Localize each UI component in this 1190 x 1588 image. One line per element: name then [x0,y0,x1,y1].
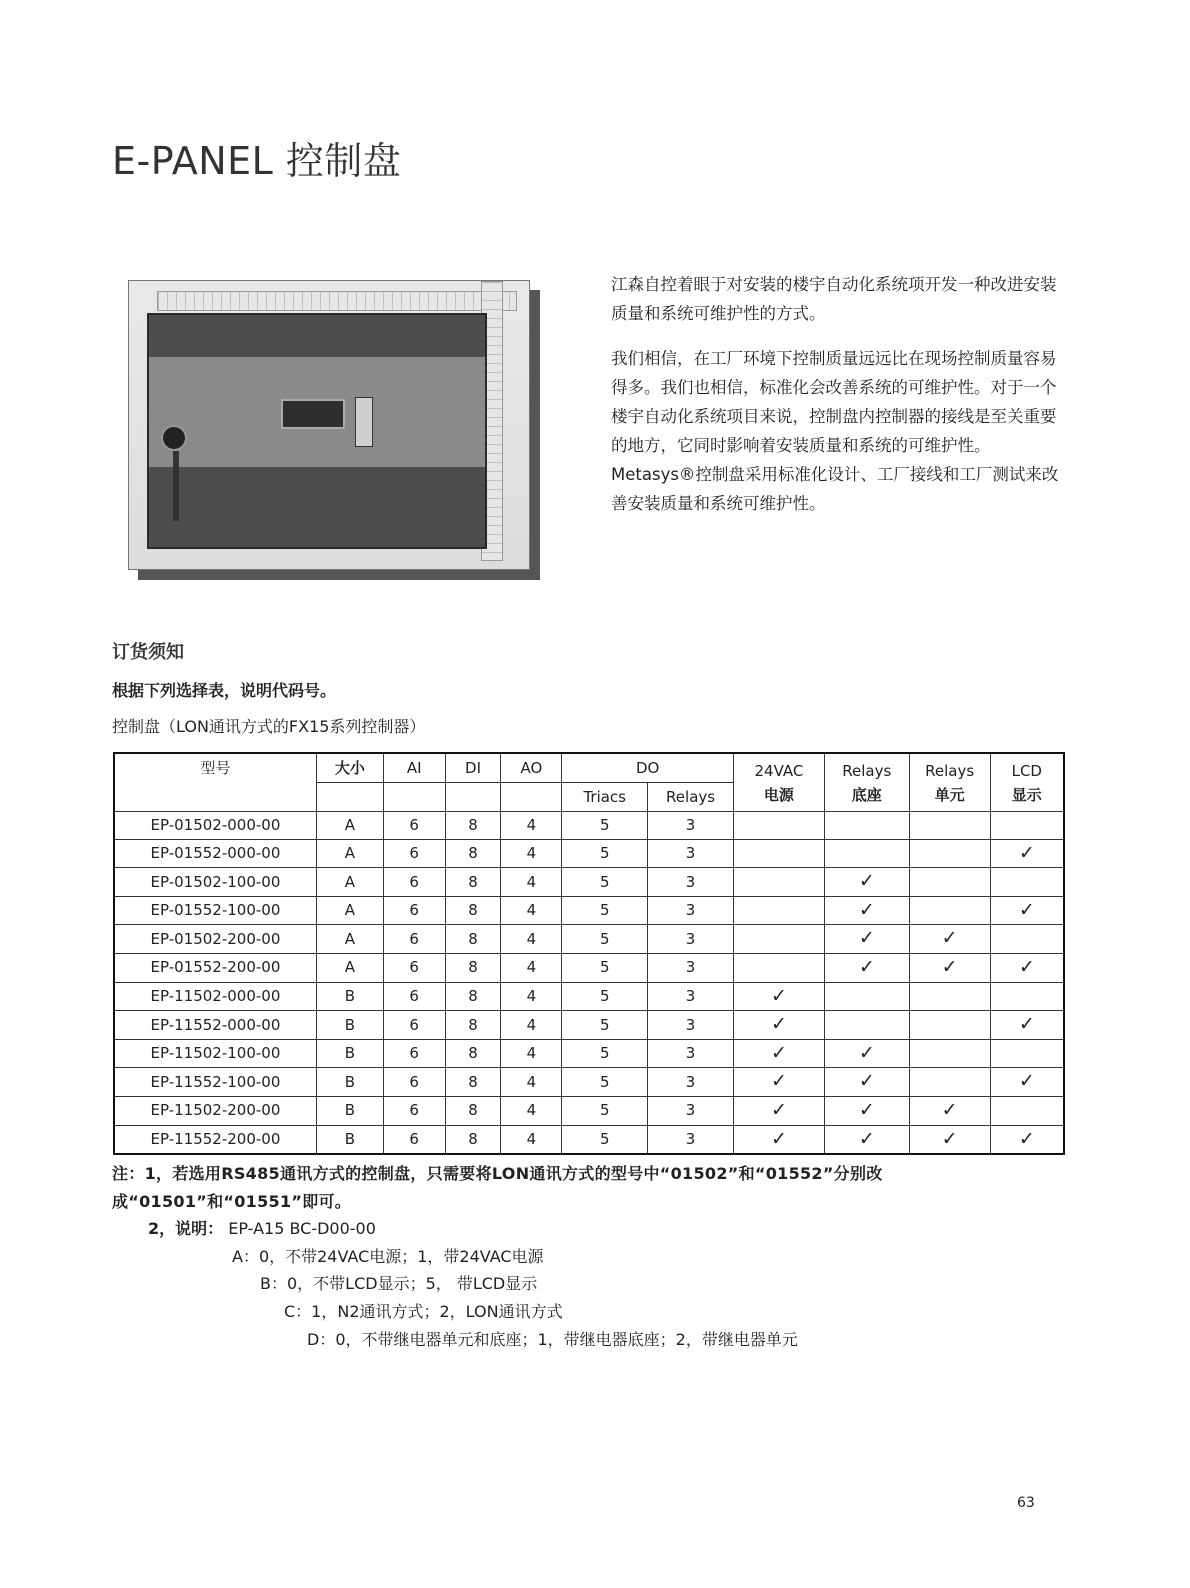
check-icon: ✓ [858,955,875,978]
cell-base [824,982,909,1011]
table-row [114,839,1064,868]
cell-ao: 4 [501,1011,562,1040]
cell-base [824,1039,909,1068]
header-triacs: Triacs [562,783,648,812]
note-1: 注：1，若选用RS485通讯方式的控制盘，只需要将LON通讯方式的型号中“01502”和“01552”分别改成“01501”和“01551”即可。 [112,1164,883,1211]
cell-lcd [990,1096,1064,1125]
cell-lcd [990,839,1064,868]
cell-lcd [990,1068,1064,1097]
cell-base [824,1096,909,1125]
table-row [114,982,1064,1011]
table-row [114,1125,1064,1154]
table-row [114,953,1064,982]
cell-relays: 3 [648,1096,734,1125]
cell-size: B [316,1011,383,1040]
cell-unit [909,1096,990,1125]
header-lcd-line2: 显示 [1011,785,1042,804]
cell-lcd [990,868,1064,897]
check-icon: ✓ [770,1127,787,1150]
check-icon: ✓ [770,1070,787,1093]
cell-lcd [990,953,1064,982]
cell-ao: 4 [501,1068,562,1097]
cell-ai: 6 [383,982,445,1011]
table-body [114,812,1064,1155]
header-relay-base [824,753,909,812]
header-empty-cell [501,783,562,812]
header-lcd [990,753,1064,812]
header-ao: AO [501,753,562,783]
note-2-label: 2，说明： [148,1219,224,1238]
cell-base [824,896,909,925]
cell-relays: 3 [648,1039,734,1068]
cell-triacs: 5 [562,812,648,840]
cell-power [734,1125,825,1154]
header-relay-base-line1: Relays [842,761,892,780]
cell-di: 8 [445,1096,501,1125]
cell-base [824,925,909,954]
cell-size: A [316,868,383,897]
cell-ai: 6 [383,1068,445,1097]
cell-ao: 4 [501,812,562,840]
table-row [114,868,1064,897]
cell-relays: 3 [648,1125,734,1154]
check-icon: ✓ [858,927,875,950]
cell-lcd [990,1125,1064,1154]
cell-ao: 4 [501,982,562,1011]
note-a: A：0，不带24VAC电源；1，带24VAC电源 [232,1247,544,1266]
check-icon: ✓ [941,1127,958,1150]
cell-power [734,982,825,1011]
cell-unit [909,812,990,840]
check-icon: ✓ [1018,1070,1035,1093]
intro-paragraph-2: 我们相信，在工厂环境下控制质量远远比在现场控制质量容易得多。我们也相信，标准化会改善系统的可维护性。对于一个楼宇自动化系统项目来说，控制盘内控制器的接线是至关重要的地方，它同时影响着安装质量和系统的可维护性。Metasys®控制盘采用标准化设计、工厂接线和工厂测试来改善安装质量和系统可维护性。 [611,349,1059,513]
cell-model: EP-01552-100-00 [114,896,316,925]
cell-size: A [316,953,383,982]
cell-relays: 3 [648,982,734,1011]
cell-model: EP-01502-100-00 [114,868,316,897]
cell-unit [909,1068,990,1097]
cell-di: 8 [445,839,501,868]
check-icon: ✓ [770,984,787,1007]
cell-triacs: 5 [562,953,648,982]
header-empty-cell [316,783,383,812]
header-power [734,753,825,812]
cell-ao: 4 [501,925,562,954]
cell-triacs: 5 [562,896,648,925]
cell-unit [909,982,990,1011]
cell-unit [909,868,990,897]
cell-ao: 4 [501,1039,562,1068]
cell-power [734,812,825,840]
product-photo [128,280,540,580]
cell-base [824,812,909,840]
cell-lcd [990,896,1064,925]
cell-unit [909,896,990,925]
check-icon: ✓ [941,927,958,950]
cell-size: B [316,1096,383,1125]
key-icon [173,451,179,521]
intro-paragraph-1: 江森自控着眼于对安装的楼宇自动化系统项开发一种改进安装质量和系统可维护性的方式。 [611,275,1057,323]
check-icon: ✓ [941,1098,958,1121]
cell-ao: 4 [501,953,562,982]
cell-power [734,953,825,982]
cell-relays: 3 [648,812,734,840]
table-row [114,1096,1064,1125]
table-row [114,1011,1064,1040]
check-icon: ✓ [858,1070,875,1093]
cell-model: EP-11552-200-00 [114,1125,316,1154]
cell-size: A [316,925,383,954]
cell-di: 8 [445,1125,501,1154]
cell-power [734,868,825,897]
header-relay-base-line2: 底座 [851,785,882,804]
header-power-line2: 电源 [763,785,794,804]
cell-triacs: 5 [562,839,648,868]
table-row [114,925,1064,954]
cell-ai: 6 [383,812,445,840]
ordering-heading: 订货须知 [112,642,184,663]
check-icon: ✓ [858,1098,875,1121]
check-icon: ✓ [1018,1127,1035,1150]
cell-di: 8 [445,925,501,954]
cell-base [824,1011,909,1040]
cell-power [734,925,825,954]
cell-model: EP-11502-100-00 [114,1039,316,1068]
control-panel-box [147,313,487,549]
cell-size: B [316,1068,383,1097]
cell-triacs: 5 [562,868,648,897]
cell-di: 8 [445,896,501,925]
check-icon: ✓ [858,870,875,893]
header-relays: Relays [648,783,734,812]
cell-triacs: 5 [562,1068,648,1097]
cell-di: 8 [445,953,501,982]
header-size: 大小 [316,753,383,783]
check-icon: ✓ [770,1013,787,1036]
cell-model: EP-11552-100-00 [114,1068,316,1097]
check-icon: ✓ [858,1127,875,1150]
cell-triacs: 5 [562,1039,648,1068]
cell-model: EP-01552-200-00 [114,953,316,982]
cell-model: EP-01502-000-00 [114,812,316,840]
cell-relays: 3 [648,868,734,897]
table-row [114,896,1064,925]
cell-triacs: 5 [562,982,648,1011]
header-relay-unit-line1: Relays [925,761,975,780]
cell-unit [909,1011,990,1040]
cell-base [824,1068,909,1097]
check-icon: ✓ [770,1041,787,1064]
header-ai: AI [383,753,445,783]
cell-lcd [990,812,1064,840]
cell-ao: 4 [501,839,562,868]
cell-triacs: 5 [562,925,648,954]
table-row [114,812,1064,840]
cell-unit [909,839,990,868]
intro-text [611,270,1069,534]
cell-relays: 3 [648,1011,734,1040]
cell-triacs: 5 [562,1011,648,1040]
note-2-code: EP-A15 BC-D00-00 [228,1219,376,1238]
header-relay-unit [909,753,990,812]
cell-model: EP-01552-000-00 [114,839,316,868]
cell-ai: 6 [383,1125,445,1154]
cell-ao: 4 [501,1125,562,1154]
cell-size: A [316,812,383,840]
check-icon: ✓ [1018,1013,1035,1036]
cell-power [734,1011,825,1040]
check-icon: ✓ [941,955,958,978]
header-empty-cell [445,783,501,812]
note-c: C：1，N2通讯方式；2，LON通讯方式 [284,1302,563,1321]
panel-module [355,397,373,447]
cell-size: B [316,1039,383,1068]
cell-model: EP-11502-200-00 [114,1096,316,1125]
cell-ai: 6 [383,839,445,868]
cell-relays: 3 [648,896,734,925]
table-header-row-1 [114,753,1064,783]
header-empty-cell [383,783,445,812]
check-icon: ✓ [1018,898,1035,921]
cell-base [824,1125,909,1154]
cell-ao: 4 [501,1096,562,1125]
table-row [114,1068,1064,1097]
cell-ai: 6 [383,925,445,954]
note-b: B：0，不带LCD显示；5， 带LCD显示 [260,1274,538,1293]
cell-unit [909,925,990,954]
header-power-line1: 24VAC [754,761,804,780]
cell-relays: 3 [648,1068,734,1097]
cell-base [824,953,909,982]
spec-table [113,752,1065,1155]
cell-di: 8 [445,1011,501,1040]
cell-base [824,839,909,868]
cell-ai: 6 [383,868,445,897]
page-title: E-PANEL 控制盘 [112,139,402,183]
horizontal-ruler [157,291,517,311]
cell-power [734,1096,825,1125]
page-number: 63 [1017,1495,1035,1511]
check-icon: ✓ [858,1041,875,1064]
check-icon: ✓ [1018,841,1035,864]
cell-model: EP-11552-000-00 [114,1011,316,1040]
cell-ao: 4 [501,868,562,897]
cell-di: 8 [445,982,501,1011]
photo-frame [128,280,530,570]
cell-relays: 3 [648,839,734,868]
cell-model: EP-01502-200-00 [114,925,316,954]
cell-lcd [990,925,1064,954]
ordering-instruction: 根据下列选择表，说明代码号。 [112,681,337,700]
header-relay-unit-line2: 单元 [934,785,965,804]
header-model: 型号 [114,753,316,812]
cell-unit [909,953,990,982]
table-row [114,1039,1064,1068]
cell-di: 8 [445,812,501,840]
cell-di: 8 [445,1039,501,1068]
cell-triacs: 5 [562,1096,648,1125]
table-caption: 控制盘（LON通讯方式的FX15系列控制器） [112,717,426,736]
cell-ai: 6 [383,1096,445,1125]
cell-ai: 6 [383,896,445,925]
header-lcd-line1: LCD [1011,761,1042,780]
cell-size: B [316,1125,383,1154]
cell-power [734,1068,825,1097]
cell-model: EP-11502-000-00 [114,982,316,1011]
cell-lcd [990,1039,1064,1068]
check-icon: ✓ [858,898,875,921]
cell-ao: 4 [501,896,562,925]
cell-unit [909,1125,990,1154]
cell-ai: 6 [383,1039,445,1068]
note-2 [148,1216,376,1239]
cell-di: 8 [445,868,501,897]
cell-size: B [316,982,383,1011]
check-icon: ✓ [1018,955,1035,978]
check-icon: ✓ [770,1098,787,1121]
cell-power [734,1039,825,1068]
header-do: DO [562,753,734,783]
cell-lcd [990,1011,1064,1040]
cell-power [734,839,825,868]
cell-size: A [316,896,383,925]
panel-display [281,399,345,429]
cell-base [824,868,909,897]
cell-ai: 6 [383,953,445,982]
cell-ai: 6 [383,1011,445,1040]
cell-relays: 3 [648,925,734,954]
cell-di: 8 [445,1068,501,1097]
note-d: D：0，不带继电器单元和底座；1，带继电器底座；2，带继电器单元 [307,1330,798,1349]
cell-power [734,896,825,925]
cell-triacs: 5 [562,1125,648,1154]
cell-lcd [990,982,1064,1011]
cell-relays: 3 [648,953,734,982]
lock-icon [161,425,187,451]
cell-unit [909,1039,990,1068]
header-di: DI [445,753,501,783]
cell-size: A [316,839,383,868]
